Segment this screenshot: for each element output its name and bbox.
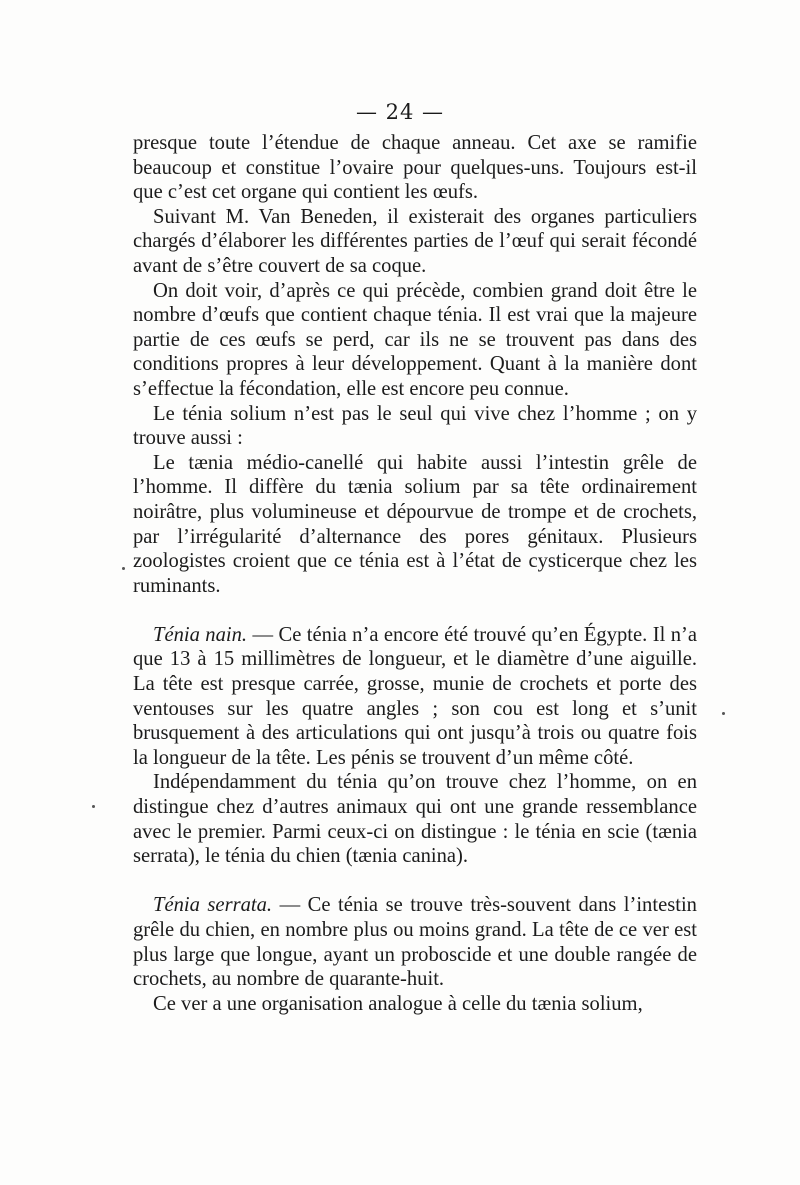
paragraph-medio-canelle: Le tænia médio-canellé qui habite aussi l’intestin grêle de l’homme. Il diffère du tænia solium par sa tête ordinairement noirâtre, plus volumineuse et dépourvue de trompe et de crochets, par l’irrégularité d’alternance des pores génitaux. Plusieurs zoologistes croient que ce ténia est à l’état de cysticerque chez les ruminants. — [133, 451, 697, 597]
body-text — [133, 131, 697, 1016]
paragraph-other-tenias: Le ténia solium n’est pas le seul qui vive chez l’homme ; on y trouve aussi : — [133, 402, 697, 450]
print-speck — [92, 805, 95, 808]
section-heading-tenia-serrata: Ténia serrata. — [153, 894, 273, 917]
print-speck — [122, 567, 125, 570]
paragraph-van-beneden: Suivant M. Van Beneden, il existerait des organes particuliers chargés d’élaborer les différentes parties de l’œuf qui serait fécondé avant de s’être couvert de sa coque. — [133, 205, 697, 277]
print-speck — [722, 712, 725, 715]
paragraph-tenia-nain-body: — Ce ténia n’a encore été trouvé qu’en Égypte. Il n’a que 13 à 15 millimètres de longueur, et le diamètre d’une aiguille. La tête est presque carrée, grosse, munie de crochets et porte des ventouses sur les quatre angles ; son cou est long et s’unit brusquement à des articulations qui ont jusqu’à trois ou quatre fois la longueur de la tête. Les pénis se trouvent d’un même côté. — [133, 623, 697, 769]
paragraph-spacer — [133, 598, 697, 623]
paragraph-ovary: presque toute l’étendue de chaque anneau. Cet axe se ramifie beaucoup et constitue l’ovaire pour quelques-uns. Toujours est-il que c’est cet organe qui contient les œufs. — [133, 132, 697, 204]
paragraph-tenia-serrata — [133, 893, 697, 991]
paragraph-spacer — [133, 869, 697, 894]
paragraph-tenia-serrata-body: — Ce ténia se trouve très-souvent dans l’intestin grêle du chien, en nombre plus ou moins grand. La tête de ce ver est plus large que longue, ayant un proboscide et une double rangée de crochets, au nombre de quarante-huit. — [133, 894, 697, 991]
page-number: — 24 — — [355, 100, 445, 124]
paragraph-organisation: Ce ver a une organisation analogue à celle du tænia solium, — [153, 992, 643, 1015]
paragraph-egg-count: On doit voir, d’après ce qui précède, combien grand doit être le nombre d’œufs que contient chaque ténia. Il est vrai que la majeure partie de ces œufs se perd, car ils ne se trouvent pas dans des conditions propres à leur développement. Quant à la manière dont s’effectue la fécondation, elle est encore peu connue. — [133, 279, 697, 400]
paragraph-tenia-nain — [133, 623, 697, 771]
paragraph-animal-tenias: Indépendamment du ténia qu’on trouve chez l’homme, on en distingue chez d’autres animaux qui ont une grande ressemblance avec le premier. Parmi ceux-ci on distingue : le ténia en scie (tænia serrata), le ténia du chien (tænia canina). — [133, 771, 697, 868]
section-heading-tenia-nain: Ténia nain. — [153, 623, 248, 646]
